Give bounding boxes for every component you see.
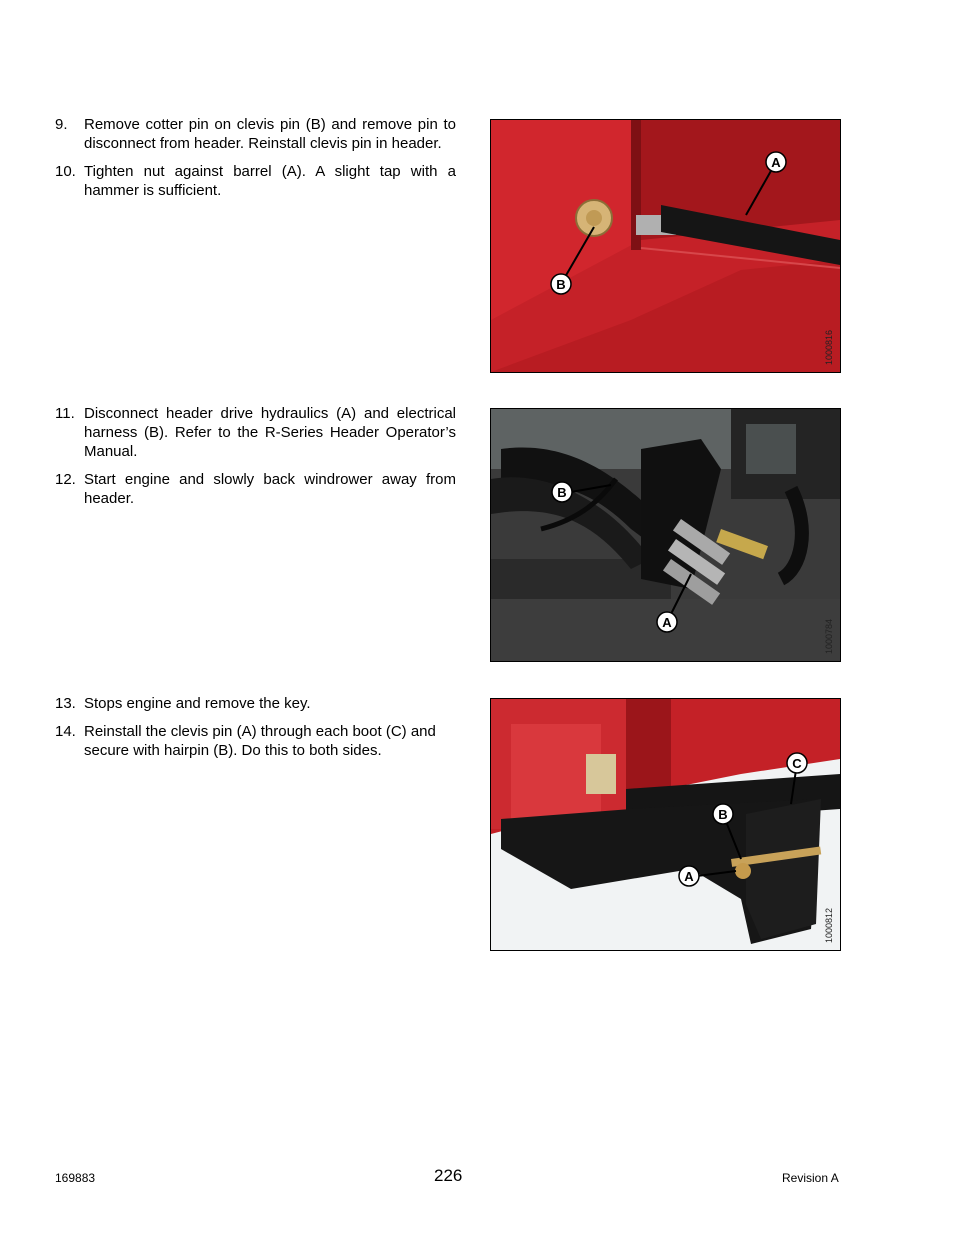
step-13: [55, 694, 456, 713]
step-number: 9.: [55, 116, 68, 133]
step-number: 13.: [55, 695, 76, 712]
page-number: 226: [434, 1166, 463, 1185]
revision-label: Revision A: [782, 1171, 839, 1185]
step-14: [55, 722, 456, 760]
step-text: Remove cotter pin on clevis pin (B) and remove pin to disconnect from header. Reinstall clevis pin in header.: [84, 116, 456, 152]
step-text: Start engine and slowly back windrower away from header.: [84, 471, 456, 507]
step-9: [55, 115, 456, 153]
figure-hydraulics-harness-photo: [490, 408, 841, 662]
callout-b: B: [557, 485, 567, 500]
step-10: [55, 162, 456, 200]
step-number: 12.: [55, 471, 76, 488]
callout-c: C: [792, 756, 802, 771]
figure-id: 1000816: [824, 329, 834, 365]
figure-barrel-clevis-photo: [490, 119, 841, 373]
callout-b: B: [718, 807, 728, 822]
callout-a: A: [684, 869, 694, 884]
figure-id: 1000812: [824, 907, 834, 943]
callout-a: A: [771, 155, 781, 170]
callout-a: A: [662, 615, 672, 630]
step-number: 11.: [55, 405, 75, 422]
step-11: [55, 404, 456, 461]
step-number: 14.: [55, 723, 76, 740]
document-number: 169883: [55, 1171, 96, 1185]
figure-clevis-boot-photo: [490, 698, 841, 951]
step-number: 10.: [55, 163, 76, 180]
step-text: Disconnect header drive hydraulics (A) and electrical harness (B). Refer to the R-Series Header Operator’s Manual.: [84, 405, 456, 460]
callout-b: B: [556, 277, 566, 292]
step-12: [55, 470, 456, 508]
figure-id: 1000784: [824, 618, 834, 654]
step-text: Reinstall the clevis pin (A) through each boot (C) and secure with hairpin (B). Do this to both sides.: [84, 723, 436, 759]
step-text: Tighten nut against barrel (A). A slight tap with a hammer is sufficient.: [84, 163, 456, 199]
step-text: Stops engine and remove the key.: [84, 695, 311, 712]
